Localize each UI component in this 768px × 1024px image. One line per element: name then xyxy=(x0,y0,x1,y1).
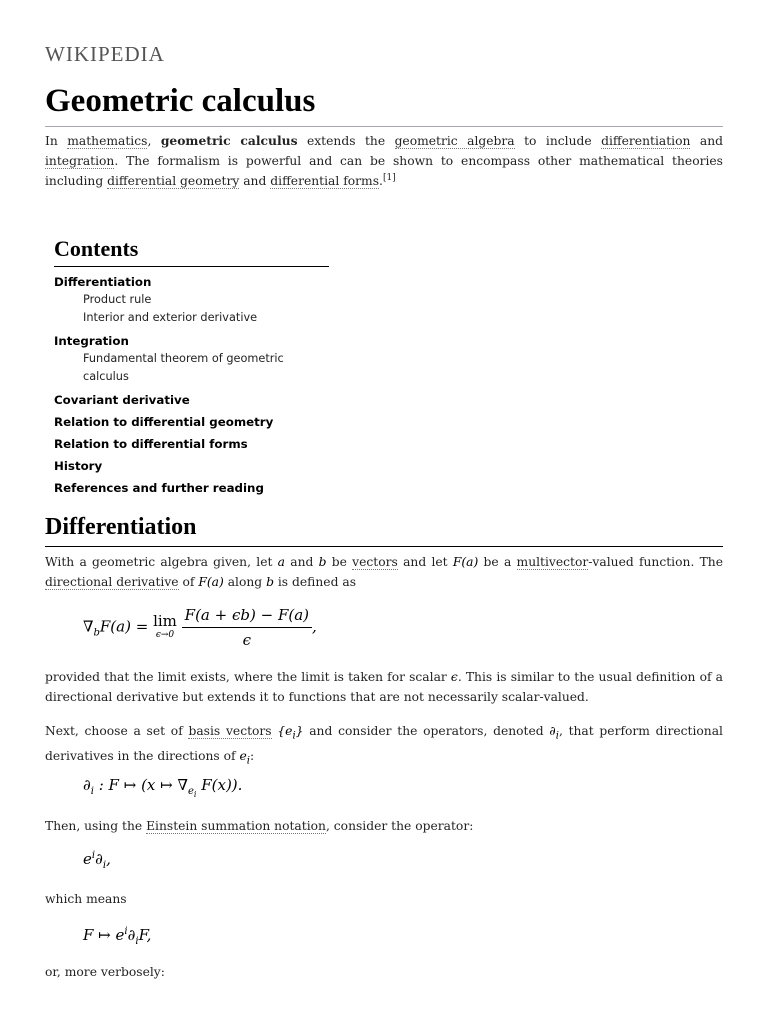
body-text: be xyxy=(326,555,353,569)
link-geometric-algebra[interactable]: geometric algebra xyxy=(394,134,515,148)
body-text: provided that the limit exists, where the limit is taken for scalar xyxy=(45,670,451,684)
body-text: and xyxy=(285,555,319,569)
section-heading-differentiation: Differentiation xyxy=(45,512,723,547)
eq-trailing: , xyxy=(312,617,317,636)
eq-lhs: F(a) = xyxy=(99,617,154,636)
toc-item-references[interactable]: References and further reading xyxy=(54,481,264,495)
toc-item-differential-geometry[interactable]: Relation to differential geometry xyxy=(54,415,274,429)
link-differential-geometry[interactable]: differential geometry xyxy=(107,174,240,188)
differentiation-paragraph-5: which means xyxy=(45,892,127,906)
link-differential-forms[interactable]: differential forms xyxy=(270,174,380,188)
toc-subitem-fundamental-theorem[interactable]: Fundamental theorem of geometric calculus xyxy=(83,352,284,383)
math-subsubscript: i xyxy=(193,790,197,799)
math-text: e xyxy=(83,850,92,868)
table-of-contents xyxy=(54,236,329,497)
wikipedia-wordmark[interactable]: WIKIPEDIA xyxy=(45,42,165,66)
math-text: } xyxy=(295,724,304,738)
math-e-i xyxy=(239,749,250,767)
body-text: , that perform directional derivatives in the directions of xyxy=(45,724,723,764)
math-superscript: i xyxy=(124,926,128,937)
math-text: ∂ xyxy=(127,926,136,944)
math-text: {e xyxy=(277,724,293,738)
body-text: Next, choose a set of xyxy=(45,724,189,738)
body-text: -valued function. The xyxy=(588,555,723,569)
differentiation-paragraph-2 xyxy=(45,667,723,707)
math-subscript: i xyxy=(135,936,139,947)
link-basis-vectors[interactable]: basis vectors xyxy=(188,724,272,738)
link-integration[interactable]: integration xyxy=(45,154,115,168)
body-text: : xyxy=(249,749,255,764)
eq-subscript: b xyxy=(93,627,100,639)
link-mathematics[interactable]: mathematics xyxy=(67,134,148,148)
math-f-of-a: F(a) xyxy=(198,575,224,589)
intro-text: and xyxy=(239,174,271,188)
reference-marker[interactable]: [1] xyxy=(382,172,396,183)
math-subscript: i xyxy=(90,786,94,797)
math-subscript: i xyxy=(102,860,107,871)
body-text: With a geometric algebra given, let xyxy=(45,555,278,569)
link-vectors[interactable]: vectors xyxy=(352,555,398,569)
body-text: , consider the operator: xyxy=(325,819,474,833)
toc-item-differentiation[interactable]: Differentiation xyxy=(54,275,152,289)
intro-bold-term: geometric calculus xyxy=(160,133,298,148)
link-einstein-notation[interactable]: Einstein summation notation xyxy=(146,819,326,833)
toc-subitem-interior-exterior-derivative[interactable]: Interior and exterior derivative xyxy=(83,310,258,324)
math-superscript: i xyxy=(91,850,96,861)
intro-text: In xyxy=(45,134,68,148)
math-text: F, xyxy=(138,926,152,944)
math-f-of-a: F(a) xyxy=(452,555,479,569)
intro-text: , xyxy=(147,134,161,148)
body-text: and consider the operators, denoted xyxy=(303,724,550,738)
nabla-symbol: ∇ xyxy=(83,617,94,636)
math-subscript: i xyxy=(292,730,296,742)
math-text: e xyxy=(187,786,194,797)
limit-subscript: ϵ→0 xyxy=(155,629,175,640)
math-text: F ↦ e xyxy=(83,926,125,944)
limit-operator xyxy=(153,611,177,642)
page-title: Geometric calculus xyxy=(45,82,723,127)
body-text: Then, using the xyxy=(45,819,147,833)
body-text: along xyxy=(223,575,267,589)
link-differentiation[interactable]: differentiation xyxy=(601,134,691,148)
math-text: ∂ xyxy=(95,850,103,868)
link-multivector[interactable]: multivector xyxy=(516,555,589,569)
body-text: . This is similar to the usual definition of a directional derivative but extends it to functions that are not necessarily scalar-valued. xyxy=(45,670,724,704)
equation-operator xyxy=(83,850,111,871)
intro-text: to include xyxy=(514,134,602,148)
differentiation-paragraph-6: or, more verbosely: xyxy=(45,965,165,979)
toc-subitem-product-rule[interactable]: Product rule xyxy=(83,293,152,306)
equation-operator-map xyxy=(83,926,151,947)
toc-item-covariant-derivative[interactable]: Covariant derivative xyxy=(54,393,190,407)
math-partial-i xyxy=(549,724,559,742)
fraction-denominator: ϵ xyxy=(242,631,252,649)
toc-title: Contents xyxy=(54,236,329,267)
math-text: ∂ xyxy=(549,724,556,738)
body-text: is defined as xyxy=(273,575,357,589)
math-basis-set xyxy=(277,724,304,742)
intro-text: and xyxy=(690,134,723,148)
intro-text: extends the xyxy=(297,134,395,148)
math-b: b xyxy=(318,555,327,569)
toc-item-differential-forms[interactable]: Relation to differential forms xyxy=(54,437,248,451)
limit-text: lim xyxy=(153,611,177,630)
equation-directional-derivative xyxy=(83,606,317,649)
math-b: b xyxy=(266,575,274,589)
body-text: be a xyxy=(478,555,517,569)
math-subscript: i xyxy=(555,730,559,742)
math-epsilon: ϵ xyxy=(450,670,458,684)
body-text: of xyxy=(178,575,199,589)
math-a: a xyxy=(277,555,286,569)
fraction xyxy=(182,606,312,649)
toc-list xyxy=(54,273,329,497)
math-text: ∂ xyxy=(83,776,91,794)
link-directional-derivative[interactable]: directional derivative xyxy=(45,575,179,589)
intro-text: . xyxy=(379,174,383,188)
body-text: and let xyxy=(397,555,453,569)
math-text: e xyxy=(239,749,247,764)
toc-item-history[interactable]: History xyxy=(54,459,103,473)
math-text: : F ↦ (x ↦ ∇ xyxy=(93,776,188,794)
fraction-numerator: F(a + ϵb) − F(a) xyxy=(182,606,312,628)
math-subscript: i xyxy=(246,755,250,767)
differentiation-paragraph-3 xyxy=(45,721,723,772)
toc-item-integration[interactable]: Integration xyxy=(54,334,129,348)
differentiation-paragraph-1 xyxy=(45,552,723,592)
differentiation-paragraph-4 xyxy=(45,816,723,836)
math-text: F(x)). xyxy=(196,776,243,794)
math-text: , xyxy=(106,850,111,868)
intro-text: . The formalism is powerful and can be shown to encompass other mathematical theories including xyxy=(45,154,723,188)
intro-paragraph xyxy=(45,131,723,191)
equation-operator-definition xyxy=(83,776,242,799)
